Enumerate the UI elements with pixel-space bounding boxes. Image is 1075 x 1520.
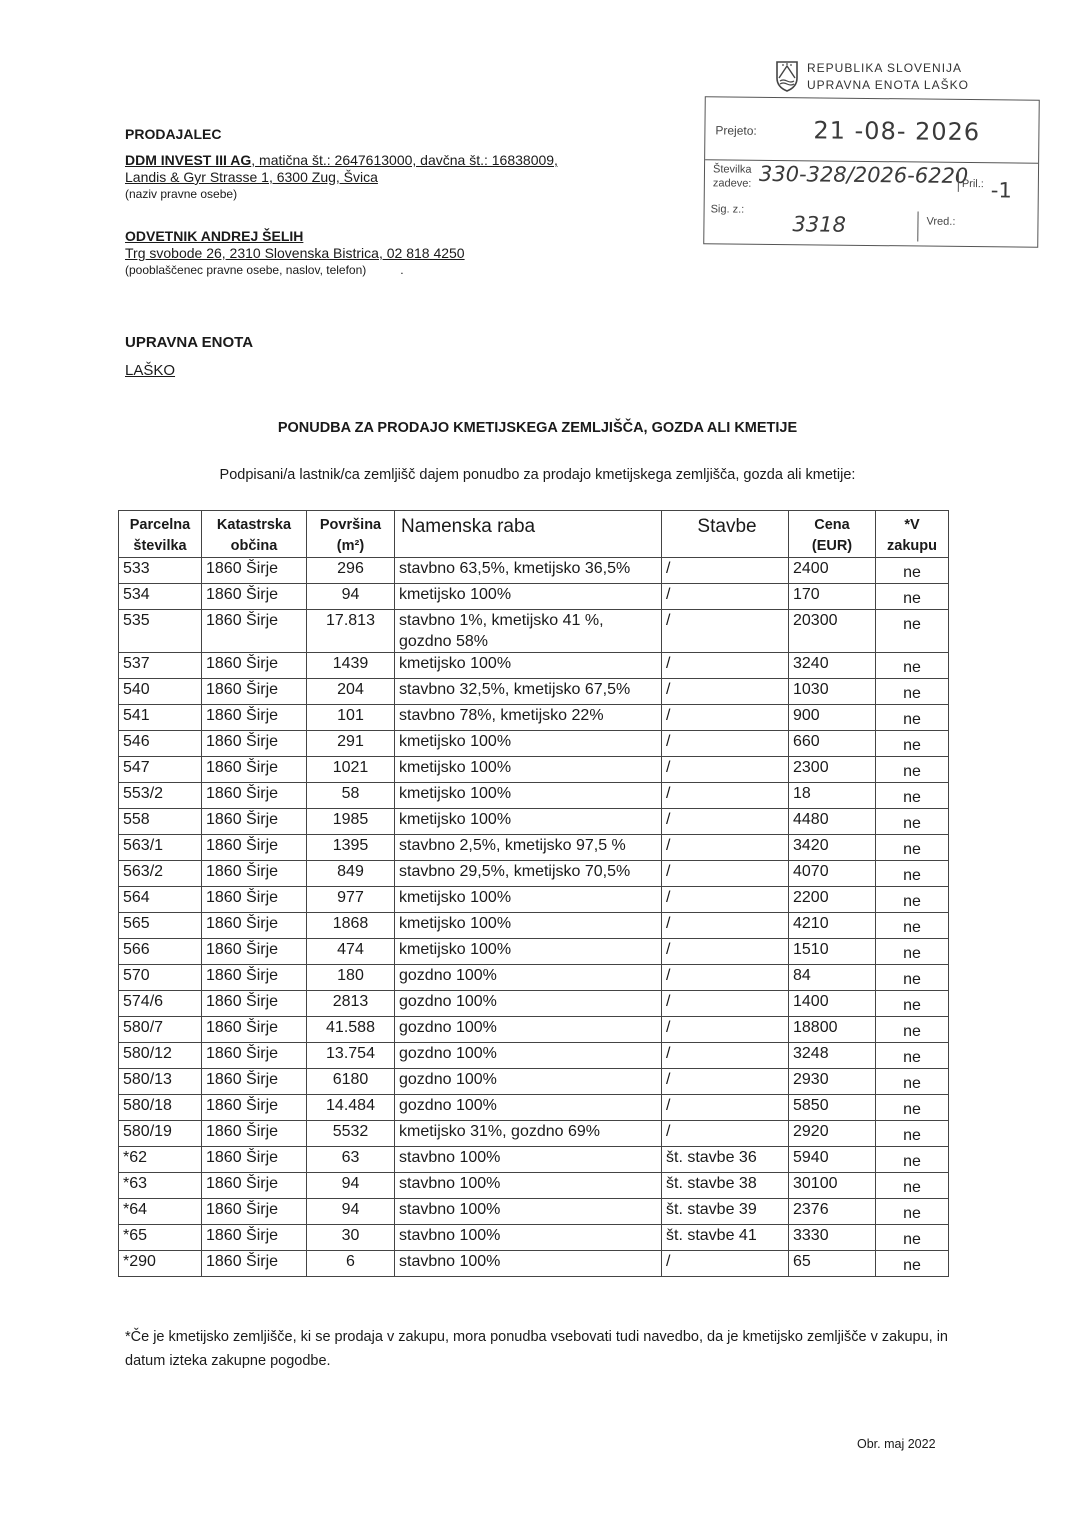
cell-price: 660 bbox=[789, 731, 876, 757]
cell-ko: 1860 Širje bbox=[202, 1199, 307, 1225]
recipient-place: LAŠKO bbox=[125, 362, 176, 379]
table-row bbox=[119, 1225, 949, 1251]
cell-parcel: 534 bbox=[119, 584, 202, 610]
cell-bld: / bbox=[662, 809, 789, 835]
cell-area: 977 bbox=[307, 887, 395, 913]
recipient-heading: UPRAVNA ENOTA bbox=[125, 334, 254, 351]
table-row bbox=[119, 835, 949, 861]
case-number: 330-328/2026-6220 bbox=[758, 161, 969, 189]
table-row bbox=[119, 783, 949, 809]
cell-lease: ne bbox=[876, 835, 949, 861]
cell-area: 58 bbox=[307, 783, 395, 809]
cell-ko: 1860 Širje bbox=[202, 757, 307, 783]
cell-use: stavbno 78%, kmetijsko 22% bbox=[395, 705, 662, 731]
cell-use: stavbno 1%, kmetijsko 41 %, gozdno 58% bbox=[395, 610, 662, 653]
cell-bld: / bbox=[662, 887, 789, 913]
cell-price: 2300 bbox=[789, 757, 876, 783]
cell-parcel: 580/13 bbox=[119, 1069, 202, 1095]
government-header bbox=[775, 60, 969, 94]
table-row bbox=[119, 1121, 949, 1147]
cell-lease: ne bbox=[876, 783, 949, 809]
table-row bbox=[119, 939, 949, 965]
cell-parcel: 537 bbox=[119, 653, 202, 679]
seller-name: DDM INVEST III AG bbox=[125, 152, 252, 168]
intro-text: Podpisani/a lastnik/ca zemljišč dajem ponudbo za prodajo kmetijskega zemljišča, gozda ali kmetije: bbox=[219, 467, 856, 483]
cell-parcel: *290 bbox=[119, 1251, 202, 1277]
cell-area: 1868 bbox=[307, 913, 395, 939]
cell-bld: / bbox=[662, 835, 789, 861]
cell-area: 1021 bbox=[307, 757, 395, 783]
cell-bld: / bbox=[662, 861, 789, 887]
seller-address: Landis & Gyr Strasse 1, 6300 Zug, Švica bbox=[125, 169, 378, 185]
table-row bbox=[119, 1017, 949, 1043]
received-label: Prejeto: bbox=[715, 123, 757, 138]
cell-parcel: 580/18 bbox=[119, 1095, 202, 1121]
cell-lease: ne bbox=[876, 1043, 949, 1069]
cell-bld: / bbox=[662, 913, 789, 939]
table-row bbox=[119, 887, 949, 913]
cell-bld: št. stavbe 41 bbox=[662, 1225, 789, 1251]
cell-ko: 1860 Širje bbox=[202, 835, 307, 861]
table-row bbox=[119, 913, 949, 939]
header-lease: *V zakupu bbox=[876, 511, 949, 558]
cell-area: 291 bbox=[307, 731, 395, 757]
cell-parcel: 566 bbox=[119, 939, 202, 965]
cell-use: gozdno 100% bbox=[395, 1017, 662, 1043]
table-row bbox=[119, 965, 949, 991]
cell-parcel: *65 bbox=[119, 1225, 202, 1251]
cell-parcel: 565 bbox=[119, 913, 202, 939]
cell-bld: / bbox=[662, 991, 789, 1017]
attachments-label: Pril.: bbox=[961, 177, 984, 191]
cell-use: kmetijsko 100% bbox=[395, 584, 662, 610]
cell-use: kmetijsko 100% bbox=[395, 783, 662, 809]
cell-ko: 1860 Širje bbox=[202, 731, 307, 757]
cell-use: stavbno 63,5%, kmetijsko 36,5% bbox=[395, 558, 662, 584]
cell-use: kmetijsko 100% bbox=[395, 809, 662, 835]
cell-lease: ne bbox=[876, 1095, 949, 1121]
cell-area: 474 bbox=[307, 939, 395, 965]
cell-bld: / bbox=[662, 1251, 789, 1277]
parcel-table-body bbox=[119, 558, 949, 1277]
table-row bbox=[119, 1199, 949, 1225]
cell-lease: ne bbox=[876, 757, 949, 783]
cell-ko: 1860 Širje bbox=[202, 1095, 307, 1121]
cell-area: 5532 bbox=[307, 1121, 395, 1147]
table-row bbox=[119, 584, 949, 610]
cell-use: gozdno 100% bbox=[395, 1069, 662, 1095]
cell-ko: 1860 Širje bbox=[202, 705, 307, 731]
cell-price: 3420 bbox=[789, 835, 876, 861]
cell-ko: 1860 Širje bbox=[202, 584, 307, 610]
cell-price: 4480 bbox=[789, 809, 876, 835]
cell-bld: / bbox=[662, 757, 789, 783]
cell-parcel: 580/12 bbox=[119, 1043, 202, 1069]
cell-bld: / bbox=[662, 939, 789, 965]
document-title: PONUDBA ZA PRODAJO KMETIJSKEGA ZEMLJIŠČA, GOZDA ALI KMETIJE bbox=[277, 420, 798, 436]
cell-price: 65 bbox=[789, 1251, 876, 1277]
cell-price: 900 bbox=[789, 705, 876, 731]
attorney-dot: . bbox=[400, 263, 404, 277]
cell-bld: / bbox=[662, 1017, 789, 1043]
cell-lease: ne bbox=[876, 1017, 949, 1043]
cell-bld: / bbox=[662, 584, 789, 610]
cell-price: 4210 bbox=[789, 913, 876, 939]
cell-area: 849 bbox=[307, 861, 395, 887]
cell-ko: 1860 Širje bbox=[202, 1017, 307, 1043]
cell-use: kmetijsko 100% bbox=[395, 887, 662, 913]
cell-use: kmetijsko 100% bbox=[395, 757, 662, 783]
cell-area: 6180 bbox=[307, 1069, 395, 1095]
cell-use: gozdno 100% bbox=[395, 1095, 662, 1121]
cell-price: 1510 bbox=[789, 939, 876, 965]
cell-use: stavbno 100% bbox=[395, 1147, 662, 1173]
table-row bbox=[119, 809, 949, 835]
cell-price: 2930 bbox=[789, 1069, 876, 1095]
cell-area: 63 bbox=[307, 1147, 395, 1173]
cell-use: kmetijsko 100% bbox=[395, 653, 662, 679]
cell-bld: / bbox=[662, 705, 789, 731]
cell-use: gozdno 100% bbox=[395, 1043, 662, 1069]
cell-lease: ne bbox=[876, 965, 949, 991]
cell-bld: / bbox=[662, 965, 789, 991]
cell-parcel: 563/2 bbox=[119, 861, 202, 887]
seller-block bbox=[125, 126, 558, 203]
cell-area: 94 bbox=[307, 1199, 395, 1225]
table-row bbox=[119, 1069, 949, 1095]
cell-lease: ne bbox=[876, 705, 949, 731]
cell-lease: ne bbox=[876, 991, 949, 1017]
cell-price: 3240 bbox=[789, 653, 876, 679]
cell-use: stavbno 100% bbox=[395, 1199, 662, 1225]
cell-parcel: 580/19 bbox=[119, 1121, 202, 1147]
cell-price: 20300 bbox=[789, 610, 876, 653]
cell-use: gozdno 100% bbox=[395, 991, 662, 1017]
cell-area: 30 bbox=[307, 1225, 395, 1251]
attachments-value: -1 bbox=[990, 178, 1012, 203]
table-row bbox=[119, 653, 949, 679]
cell-area: 101 bbox=[307, 705, 395, 731]
cell-lease: ne bbox=[876, 887, 949, 913]
header-area: Površina (m²) bbox=[307, 511, 395, 558]
cell-ko: 1860 Širje bbox=[202, 1043, 307, 1069]
cell-price: 5940 bbox=[789, 1147, 876, 1173]
cell-ko: 1860 Širje bbox=[202, 965, 307, 991]
attorney-caption: (pooblaščenec pravne osebe, naslov, telefon) bbox=[125, 263, 367, 277]
cell-area: 13.754 bbox=[307, 1043, 395, 1069]
cell-area: 41.588 bbox=[307, 1017, 395, 1043]
footnote: *Če je kmetijsko zemljišče, ki se prodaja v zakupu, mora ponudba vsebovati tudi navedbo, da je kmetijsko zemljišče v zakupu, in datum izteka zakupne pogodbe. bbox=[125, 1329, 948, 1369]
cell-use: stavbno 29,5%, kmetijsko 70,5% bbox=[395, 861, 662, 887]
cell-parcel: *63 bbox=[119, 1173, 202, 1199]
cell-price: 3330 bbox=[789, 1225, 876, 1251]
cell-ko: 1860 Širje bbox=[202, 887, 307, 913]
cell-lease: ne bbox=[876, 1121, 949, 1147]
cell-lease: ne bbox=[876, 679, 949, 705]
country-name: REPUBLIKA SLOVENIJA bbox=[807, 61, 963, 75]
cell-ko: 1860 Širje bbox=[202, 913, 307, 939]
cell-use: stavbno 100% bbox=[395, 1225, 662, 1251]
office-name: UPRAVNA ENOTA LAŠKO bbox=[807, 78, 969, 92]
cell-ko: 1860 Širje bbox=[202, 809, 307, 835]
cell-ko: 1860 Širje bbox=[202, 1147, 307, 1173]
cell-bld: / bbox=[662, 653, 789, 679]
cell-lease: ne bbox=[876, 861, 949, 887]
table-header-row bbox=[119, 511, 949, 558]
table-row bbox=[119, 991, 949, 1017]
cell-price: 3248 bbox=[789, 1043, 876, 1069]
form-reference: Obr. maj 2022 bbox=[857, 1437, 936, 1451]
seller-heading: PRODAJALEC bbox=[125, 126, 222, 142]
cell-parcel: *62 bbox=[119, 1147, 202, 1173]
cell-bld: / bbox=[662, 1069, 789, 1095]
table-row bbox=[119, 610, 949, 653]
cell-lease: ne bbox=[876, 1147, 949, 1173]
table-row bbox=[119, 679, 949, 705]
cell-bld: št. stavbe 39 bbox=[662, 1199, 789, 1225]
attorney-name: ODVETNIK ANDREJ ŠELIH bbox=[125, 228, 304, 244]
parcel-table bbox=[118, 510, 949, 1277]
cell-area: 1985 bbox=[307, 809, 395, 835]
cell-lease: ne bbox=[876, 939, 949, 965]
cell-bld: / bbox=[662, 731, 789, 757]
table-row bbox=[119, 1251, 949, 1277]
cell-area: 6 bbox=[307, 1251, 395, 1277]
cell-bld: / bbox=[662, 610, 789, 653]
table-row bbox=[119, 731, 949, 757]
cell-ko: 1860 Širje bbox=[202, 1121, 307, 1147]
cell-price: 30100 bbox=[789, 1173, 876, 1199]
cell-parcel: 574/6 bbox=[119, 991, 202, 1017]
cell-ko: 1860 Širje bbox=[202, 679, 307, 705]
cell-parcel: 547 bbox=[119, 757, 202, 783]
cell-price: 5850 bbox=[789, 1095, 876, 1121]
cell-bld: / bbox=[662, 679, 789, 705]
header-use: Namenska raba bbox=[395, 511, 662, 558]
table-row bbox=[119, 757, 949, 783]
cell-parcel: 541 bbox=[119, 705, 202, 731]
cell-bld: / bbox=[662, 1121, 789, 1147]
cell-ko: 1860 Širje bbox=[202, 861, 307, 887]
cell-price: 2400 bbox=[789, 558, 876, 584]
cell-bld: št. stavbe 36 bbox=[662, 1147, 789, 1173]
received-stamp bbox=[703, 96, 1040, 247]
attorney-address: Trg svobode 26, 2310 Slovenska Bistrica, 02 818 4250 bbox=[125, 245, 465, 261]
cell-price: 4070 bbox=[789, 861, 876, 887]
cell-parcel: 558 bbox=[119, 809, 202, 835]
cell-ko: 1860 Širje bbox=[202, 1173, 307, 1199]
cell-ko: 1860 Širje bbox=[202, 1251, 307, 1277]
cell-price: 2200 bbox=[789, 887, 876, 913]
cell-price: 2376 bbox=[789, 1199, 876, 1225]
header-cadastral: Katastrska občina bbox=[202, 511, 307, 558]
cell-lease: ne bbox=[876, 1069, 949, 1095]
cell-lease: ne bbox=[876, 1199, 949, 1225]
cell-parcel: 533 bbox=[119, 558, 202, 584]
cell-parcel: 563/1 bbox=[119, 835, 202, 861]
cell-use: kmetijsko 100% bbox=[395, 731, 662, 757]
cell-bld: / bbox=[662, 558, 789, 584]
table-row bbox=[119, 1043, 949, 1069]
table-row bbox=[119, 1095, 949, 1121]
cell-lease: ne bbox=[876, 1173, 949, 1199]
cell-parcel: 535 bbox=[119, 610, 202, 653]
cell-parcel: *64 bbox=[119, 1199, 202, 1225]
cell-parcel: 570 bbox=[119, 965, 202, 991]
cell-use: kmetijsko 100% bbox=[395, 939, 662, 965]
cell-parcel: 540 bbox=[119, 679, 202, 705]
cell-ko: 1860 Širje bbox=[202, 610, 307, 653]
seller-ids: , matična št.: 2647613000, davčna št.: 16838009, bbox=[251, 152, 558, 168]
case-label-1: Številka bbox=[712, 163, 752, 176]
cell-area: 14.484 bbox=[307, 1095, 395, 1121]
cell-use: kmetijsko 100% bbox=[395, 913, 662, 939]
cell-ko: 1860 Širje bbox=[202, 1069, 307, 1095]
cell-use: stavbno 100% bbox=[395, 1251, 662, 1277]
header-price: Cena (EUR) bbox=[789, 511, 876, 558]
header-buildings: Stavbe bbox=[662, 511, 789, 558]
cell-price: 18 bbox=[789, 783, 876, 809]
cell-lease: ne bbox=[876, 558, 949, 584]
cell-parcel: 553/2 bbox=[119, 783, 202, 809]
cell-bld: / bbox=[662, 1095, 789, 1121]
cell-area: 17.813 bbox=[307, 610, 395, 653]
coat-of-arms-icon bbox=[775, 60, 799, 92]
cell-parcel: 546 bbox=[119, 731, 202, 757]
cell-ko: 1860 Širje bbox=[202, 558, 307, 584]
cell-price: 1400 bbox=[789, 991, 876, 1017]
cell-use: gozdno 100% bbox=[395, 965, 662, 991]
recipient-block bbox=[125, 334, 253, 379]
cell-area: 1395 bbox=[307, 835, 395, 861]
received-date: 21 -08- 2026 bbox=[813, 116, 981, 147]
cell-lease: ne bbox=[876, 653, 949, 679]
table-row bbox=[119, 1147, 949, 1173]
table-row bbox=[119, 705, 949, 731]
cell-price: 18800 bbox=[789, 1017, 876, 1043]
cell-bld: št. stavbe 38 bbox=[662, 1173, 789, 1199]
cell-price: 2920 bbox=[789, 1121, 876, 1147]
cell-price: 84 bbox=[789, 965, 876, 991]
sig-value: 3318 bbox=[792, 212, 847, 237]
cell-use: stavbno 100% bbox=[395, 1173, 662, 1199]
case-label-2: zadeve: bbox=[712, 177, 752, 190]
table-row bbox=[119, 1173, 949, 1199]
header-parcel: Parcelna številka bbox=[119, 511, 202, 558]
cell-parcel: 580/7 bbox=[119, 1017, 202, 1043]
cell-price: 1030 bbox=[789, 679, 876, 705]
cell-area: 94 bbox=[307, 1173, 395, 1199]
cell-bld: / bbox=[662, 783, 789, 809]
cell-use: stavbno 2,5%, kmetijsko 97,5 % bbox=[395, 835, 662, 861]
cell-lease: ne bbox=[876, 1225, 949, 1251]
cell-use: stavbno 32,5%, kmetijsko 67,5% bbox=[395, 679, 662, 705]
cell-bld: / bbox=[662, 1043, 789, 1069]
cell-ko: 1860 Širje bbox=[202, 653, 307, 679]
cell-ko: 1860 Širje bbox=[202, 939, 307, 965]
cell-lease: ne bbox=[876, 584, 949, 610]
cell-lease: ne bbox=[876, 731, 949, 757]
cell-area: 296 bbox=[307, 558, 395, 584]
cell-ko: 1860 Širje bbox=[202, 783, 307, 809]
table-row bbox=[119, 558, 949, 584]
value-label: Vred.: bbox=[926, 215, 956, 228]
seller-caption: (naziv pravne osebe) bbox=[125, 187, 238, 201]
cell-parcel: 564 bbox=[119, 887, 202, 913]
cell-area: 204 bbox=[307, 679, 395, 705]
cell-lease: ne bbox=[876, 610, 949, 653]
cell-lease: ne bbox=[876, 809, 949, 835]
cell-ko: 1860 Širje bbox=[202, 1225, 307, 1251]
cell-price: 170 bbox=[789, 584, 876, 610]
cell-area: 2813 bbox=[307, 991, 395, 1017]
cell-area: 1439 bbox=[307, 653, 395, 679]
cell-lease: ne bbox=[876, 913, 949, 939]
cell-ko: 1860 Širje bbox=[202, 991, 307, 1017]
cell-use: kmetijsko 31%, gozdno 69% bbox=[395, 1121, 662, 1147]
cell-area: 94 bbox=[307, 584, 395, 610]
cell-lease: ne bbox=[876, 1251, 949, 1277]
sig-label: Sig. z.: bbox=[710, 203, 745, 216]
table-row bbox=[119, 861, 949, 887]
attorney-block bbox=[125, 228, 465, 279]
cell-area: 180 bbox=[307, 965, 395, 991]
